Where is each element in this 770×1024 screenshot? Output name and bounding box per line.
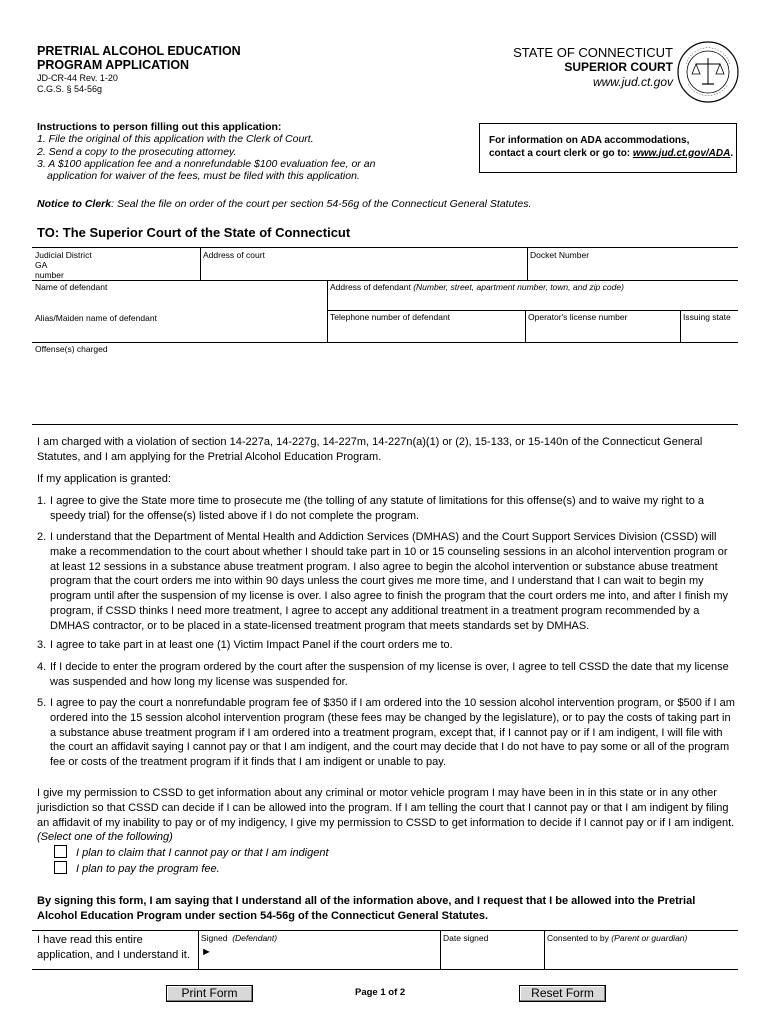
acknowledgement-line2: application, and I understand it. [37,949,190,961]
list-item-number: 3. [37,639,47,651]
indigent-checkbox[interactable] [54,845,67,858]
granted-heading: If my application is granted: [37,473,171,485]
pay-fee-checkbox[interactable] [54,861,67,874]
defendant-address-label-text: Address of defendant [330,282,411,292]
list-item-text: I agree to take part in at least one (1) Victim Impact Panel if the court orders me to. [50,639,453,651]
docket-number-label: Docket Number [530,250,590,260]
option-pay-label: I plan to pay the program fee. [76,863,220,875]
list-item [37,696,737,770]
instruction-item: 2. Send a copy to the prosecuting attorney. [37,145,237,158]
notice-text: : Seal the file on order of the court per section 54-56g of the Connecticut General Statutes. [111,198,532,210]
list-item-number: 1. [37,495,47,507]
instruction-item: application for waiver of the fees, must be filed with this application. [47,170,360,183]
telephone-label: Telephone number of defendant [330,312,451,322]
defendant-info-grid [32,247,738,424]
ada-line2 [489,148,736,161]
date-signed-label: Date signed [443,933,489,943]
alias-field[interactable] [32,311,327,342]
state-name: STATE OF CONNECTICUT [513,45,673,60]
list-item-number: 4. [37,661,47,673]
ga-label: GA [35,260,48,270]
notice-to-clerk [37,198,531,210]
docket-number-field[interactable] [527,248,738,279]
list-item-text: I agree to give the State more time to prosecute me (the tolling of any statute of limitations for this offense(s) and to waive my right to a speedy trial) for the offense(s) listed above if I do not complete the program. [50,495,705,522]
list-item-text: I agree to pay the court a nonrefundable program fee of $350 if I am ordered into the 10 session alcohol intervention program, or $500 if I am ordered into the 15 session alcohol intervention program (these fees may be changed by the legislature), or to pay the costs of taking part in a substance abuse treatment program if I am ordered into a treatment program, except that, if I cannot pay or if I am indigent, I will file with the court an affidavit saying I cannot pay or that I am indigent, and the court may decide that I do not have to pay some or all of the program fee or costs of the treatment program if it finds that I am indigent or unable to pay. [50,697,735,769]
instruction-item: 3. A $100 application fee and a nonrefundable $100 evaluation fee, or an [37,157,376,170]
option-indigent-label: I plan to claim that I cannot pay or that I am indigent [76,847,329,859]
list-item-number: 5. [37,697,47,709]
court-website: www.jud.ct.gov [592,75,673,89]
permission-statement [37,786,737,845]
arrow-icon: ► [201,946,212,958]
ada-info-box [479,123,737,173]
address-of-court-field[interactable] [200,248,527,279]
court-header [513,45,673,90]
consented-hint: (Parent or guardian) [611,933,688,943]
defendant-address-label [330,282,735,292]
signed-hint: (Defendant) [232,933,278,943]
instructions [37,121,477,182]
instruction-item: 1. File the original of this application with the Clerk of Court. [37,133,314,146]
issuing-state-label: Issuing state [683,312,731,322]
defendant-name-field[interactable] [32,280,327,310]
form-title [37,44,241,72]
license-number-field[interactable] [525,310,680,342]
court-name: SUPERIOR COURT [564,60,673,74]
statute-ref: C.G.S. § 54-56g [37,84,103,94]
ada-line2-prefix: contact a court clerk or go to: [489,147,633,159]
list-item-text: I understand that the Department of Mental Health and Addiction Services (DMHAS) and the Court Support Services Division (CSSD) will make a recommendation to the court about whether I should take part in 10 or 15 counseling sessions in an alcohol intervention program or at least 12 sessions in a substance abuse treatment program. I also agree to begin the alcohol intervention or substance abuse treatment program that the court orders me into within 90 days unless the court gives me more time, and I understand that I can wait to begin my program until after the suspension of my license is over. I also agree to finish the program that the court orders me into, and after I finish my program, if CSSD thinks I need more treatment, I agree to accept any additional treatment in a treatment program recommended by a DMHAS contractor, or to be placed in a state-licensed treatment program that meets standards set by DMHAS. [50,531,729,632]
signed-label [201,933,437,943]
to-heading: TO: The Superior Court of the State of Connecticut [37,225,351,240]
telephone-field[interactable] [327,310,525,342]
form-id: JD-CR-44 Rev. 1-20 [37,73,118,83]
permission-text: I give my permission to CSSD to get information about any criminal or motor vehicle program I may have been in in this state or in any other jurisdiction so that CSSD can decide if I can be allowed into the program. If I am telling the court that I cannot pay or that I am indigent by filing an affidavit of my inability to pay or of my indigency, I give my permission to CSSD to get information to decide if I cannot pay or if I am indigent. [37,787,735,829]
option-indigent [54,845,329,861]
consented-label [547,933,735,943]
select-hint: (Select one of the following) [37,831,173,844]
signing-statement: By signing this form, I am saying that I understand all of the information above, and I request that I be allowed into the Pretrial Alcohol Education Program under section 54-56g of the Connecticut General Statutes. [37,895,696,922]
ada-line2-suffix: . [730,147,734,159]
list-item [37,660,737,690]
license-number-label: Operator's license number [528,312,628,322]
defendant-address-field[interactable] [327,280,738,310]
signature-row [32,930,738,970]
state-seal-icon [676,40,740,104]
defendant-name-label: Name of defendant [35,282,108,292]
reset-form-button[interactable]: Reset Form [519,985,606,1002]
alias-label: Alias/Maiden name of defendant [35,313,157,323]
list-item-number: 2. [37,531,47,543]
form-title-line2: PROGRAM APPLICATION [37,58,190,72]
option-pay [54,861,220,877]
signed-label-text: Signed [201,933,228,943]
defendant-signature-field[interactable] [198,931,440,969]
address-of-court-label: Address of court [203,250,265,260]
charge-statement: I am charged with a violation of section 14-227a, 14-227g, 14-227m, 14-227n(a)(1) or (2), 15-133, or 15-140n of the Connecticut General Statutes, and I am applying for the Pretrial Alcohol Education Program. [37,436,703,463]
judicial-district-field[interactable] [32,248,200,279]
offenses-label: Offense(s) charged [35,344,108,354]
judicial-district-label: Judicial District [35,250,92,260]
page-number: Page 1 of 2 [355,987,406,998]
issuing-state-field[interactable] [680,310,738,342]
number-label: number [35,270,64,280]
list-item [37,494,737,524]
list-item-text: If I decide to enter the program ordered by the court after the suspension of my license is over, I agree to tell CSSD the date that my license was suspended and how long my license was suspended for. [50,661,729,688]
list-item [37,530,737,634]
offenses-field[interactable] [32,342,738,424]
date-signed-field[interactable] [440,931,544,969]
acknowledgement-line1: I have read this entire [37,934,143,946]
list-item [37,638,737,653]
print-form-button[interactable]: Print Form [166,985,253,1002]
notice-label: Notice to Clerk [37,198,112,210]
consented-label-text: Consented to by [547,933,609,943]
ada-line1: For information on ADA accommodations, [489,135,690,146]
acknowledgement-text [32,931,198,969]
form-title-line1: PRETRIAL ALCOHOL EDUCATION [37,44,241,58]
defendant-address-hint: (Number, street, apartment number, town, and zip code) [413,282,624,292]
guardian-consent-field[interactable] [544,931,738,969]
instructions-heading: Instructions to person filling out this application: [37,121,282,133]
ada-link[interactable]: www.jud.ct.gov/ADA [632,147,731,159]
